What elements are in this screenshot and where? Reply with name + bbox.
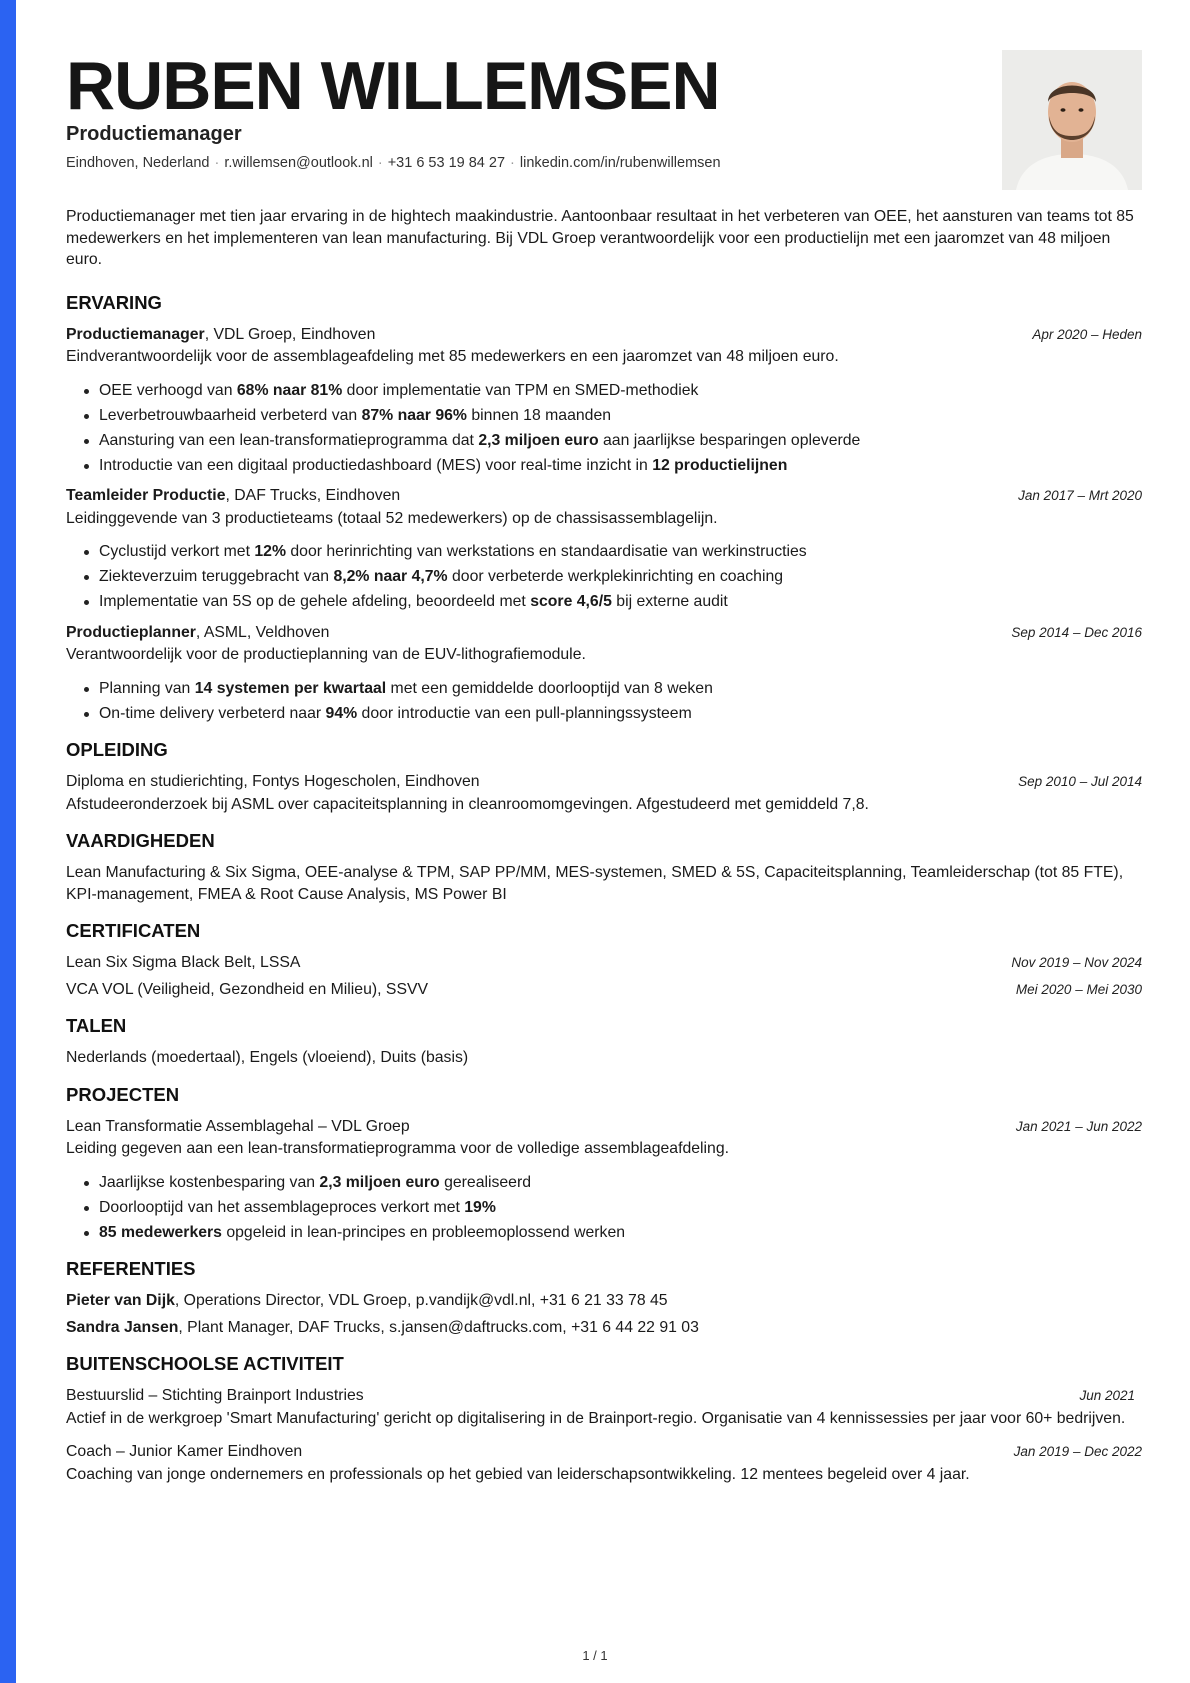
certificate-name: VCA VOL (Veiligheid, Gezondheid en Milieu), SSVV [66, 980, 429, 998]
achievement-item: Introductie van een digitaal productiedashboard (MES) voor real-time inzicht in 12 productielijnen [66, 455, 1142, 477]
contact-linkedin[interactable]: linkedin.com/in/rubenwillemsen [519, 155, 721, 171]
projects-section [66, 1083, 1142, 1244]
job-role: Productieplanner [66, 623, 196, 641]
project-date: Jan 2021 – Jun 2022 [1015, 1118, 1142, 1134]
languages-section [66, 1014, 1142, 1069]
achievement-item: Cyclustijd verkort met 12% door herinrichting van werkstations en standaardisatie van werkinstructies [66, 541, 1142, 563]
activity-name: Coach – Junior Kamer Eindhoven [66, 1443, 303, 1460]
job-description: Verantwoordelijk voor de productieplanning van de EUV-lithografiemodule. [66, 646, 586, 663]
activity-description: Coaching van jonge ondernemers en professionals op het gebied van leiderschapsontwikkeling. 12 mentees begeleid over 4 jaar. [66, 1465, 970, 1483]
page-number: 1 / 1 [582, 1648, 608, 1663]
reference-details: , Operations Director, VDL Groep, p.vandijk@vdl.nl, +31 6 21 33 78 45 [174, 1292, 668, 1309]
section-title-experience: ERVARING [66, 291, 162, 313]
job-date: Apr 2020 – Heden [1032, 326, 1142, 342]
achievement-item: On-time delivery verbeterd naar 94% door introductie van een pull-planningssysteem [66, 703, 1142, 725]
achievement-item: Implementatie van 5S op de gehele afdeling, beoordeeld met score 4,6/5 bij externe audit [66, 591, 1142, 613]
section-title-references: REFERENTIES [66, 1258, 196, 1279]
certificate-date: Nov 2019 – Nov 2024 [1011, 955, 1142, 970]
achievement-item: Aansturing van een lean-transformatieprogramma dat 2,3 miljoen euro aan jaarlijkse besparingen opleverde [66, 430, 1142, 452]
contact-location: Eindhoven, Nederland [66, 155, 210, 171]
job-description: Eindverantwoordelijk voor de assemblageafdeling met 85 medewerkers en een jaaromzet van 48 miljoen euro. [66, 348, 839, 365]
reference-name: Sandra Jansen [66, 1318, 179, 1336]
project-achievements [66, 1172, 1142, 1244]
reference-item [66, 1317, 1142, 1339]
reference-details: , Plant Manager, DAF Trucks, s.jansen@daftrucks.com, +31 6 44 22 91 03 [178, 1318, 699, 1336]
job-entry [66, 324, 1142, 477]
activity-date: Jan 2019 – Dec 2022 [1013, 1444, 1142, 1459]
education-date: Sep 2010 – Jul 2014 [1018, 774, 1142, 789]
activities-section [66, 1352, 1142, 1485]
job-date: Jan 2017 – Mrt 2020 [1018, 488, 1142, 503]
education-line: Diploma en studierichting, Fontys Hogescholen, Eindhoven [66, 773, 480, 790]
activity-name: Bestuurslid – Stichting Brainport Industries [66, 1387, 364, 1404]
activity-description: Actief in de werkgroep 'Smart Manufacturing' gericht op digitalisering in de Brainport-regio. Organisatie van 4 kennissessies per jaar voor 60+ bedrijven. [66, 1409, 1126, 1427]
skills-list: Lean Manufacturing & Six Sigma, OEE-analyse & TPM, SAP PP/MM, MES-systemen, SMED & 5S, Capaciteitsplanning, Teamleiderschap (tot 85 FTE), KPI-management, FMEA & Root Cause Analysis, MS Power BI [66, 864, 1124, 903]
job-achievements [66, 380, 1142, 477]
job-role: Productiemanager [66, 325, 205, 343]
job-description: Leidinggevende van 3 productieteams (totaal 52 medewerkers) op de chassisassemblagelijn. [66, 509, 718, 527]
certificates-section [66, 919, 1142, 1000]
profile-photo [1002, 50, 1142, 190]
achievement-item: Doorlooptijd van het assemblageproces verkort met 19% [66, 1197, 1142, 1219]
profile-summary: Productiemanager met tien jaar ervaring in de hightech maakindustrie. Aantoonbaar resultaat in het verbeteren van OEE, het aansturen van teams tot 85 medewerkers en het implementeren van lean manufacturing. Bij VDL Groep verantwoordelijk voor een productielijn met een jaaromzet van 48 miljoen euro. [66, 208, 1134, 268]
section-title-education: OPLEIDING [66, 739, 168, 760]
job-title-line [66, 485, 400, 507]
achievement-item: Jaarlijkse kostenbesparing van 2,3 miljoen euro gerealiseerd [66, 1172, 1142, 1194]
achievement-item: Planning van 14 systemen per kwartaal met een gemiddelde doorlooptijd van 8 weken [66, 678, 1142, 700]
education-section [66, 738, 1142, 815]
languages-list: Nederlands (moedertaal), Engels (vloeiend), Duits (basis) [66, 1049, 469, 1066]
section-title-activities: BUITENSCHOOLSE ACTIVITEIT [66, 1353, 344, 1374]
activity-entry [66, 1441, 1142, 1485]
project-name: Lean Transformatie Assemblagehal – VDL Groep [66, 1117, 410, 1135]
job-org: , ASML, Veldhoven [195, 623, 330, 641]
achievement-item: OEE verhoogd van 68% naar 81% door implementatie van TPM en SMED-methodiek [66, 380, 1142, 402]
reference-item [66, 1290, 1142, 1312]
candidate-name: RUBEN WILLEMSEN [66, 48, 720, 124]
contact-line: Eindhoven, Nederland · r.willemsen@outlook.nl · +31 6 53 19 84 27 · linkedin.com/in/rubenwillemsen [66, 155, 721, 171]
project-description: Leiding gegeven aan een lean-transformatieprogramma voor de volledige assemblageafdeling. [66, 1140, 730, 1157]
job-date: Sep 2014 – Dec 2016 [1011, 624, 1142, 640]
section-title-languages: TALEN [66, 1015, 127, 1036]
resume-body [66, 206, 1142, 1499]
job-achievements [66, 678, 1142, 725]
job-entry [66, 485, 1142, 613]
accent-bar [0, 0, 16, 1683]
job-achievements [66, 541, 1142, 613]
section-title-projects: PROJECTEN [66, 1083, 180, 1105]
job-entry [66, 622, 1142, 725]
job-org: , VDL Groep, Eindhoven [204, 325, 376, 343]
job-title-line [66, 622, 329, 644]
certificate-date: Mei 2020 – Mei 2030 [1015, 981, 1142, 997]
job-title-line [66, 324, 375, 346]
achievement-item: Ziekteverzuim teruggebracht van 8,2% naar 4,7% door verbeterde werkplekinrichting en coaching [66, 566, 1142, 588]
reference-name: Pieter van Dijk [66, 1292, 175, 1309]
activity-entry [66, 1385, 1142, 1429]
achievement-item: Leverbetrouwbaarheid verbeterd van 87% naar 96% binnen 18 maanden [66, 405, 1142, 427]
candidate-role: Productiemanager [66, 123, 242, 145]
achievement-item: 85 medewerkers opgeleid in lean-principes en probleemoplossend werken [66, 1222, 1142, 1244]
references-section [66, 1257, 1142, 1338]
certificate-item [66, 952, 1142, 974]
certificate-item [66, 979, 1142, 1001]
skills-section [66, 829, 1142, 905]
section-title-certificates: CERTIFICATEN [66, 920, 201, 941]
education-description: Afstudeeronderzoek bij ASML over capaciteitsplanning in cleanroomomgevingen. Afgestudeerd met gemiddeld 7,8. [66, 795, 869, 813]
section-title-skills: VAARDIGHEDEN [66, 830, 215, 851]
contact-email[interactable]: r.willemsen@outlook.nl [224, 155, 373, 171]
job-org: , DAF Trucks, Eindhoven [225, 487, 401, 504]
job-role: Teamleider Productie [66, 487, 226, 504]
certificate-name: Lean Six Sigma Black Belt, LSSA [66, 954, 301, 971]
activity-date: Jun 2021 [1079, 1388, 1135, 1403]
contact-phone[interactable]: +31 6 53 19 84 27 [387, 155, 506, 171]
experience-section [66, 291, 1142, 725]
